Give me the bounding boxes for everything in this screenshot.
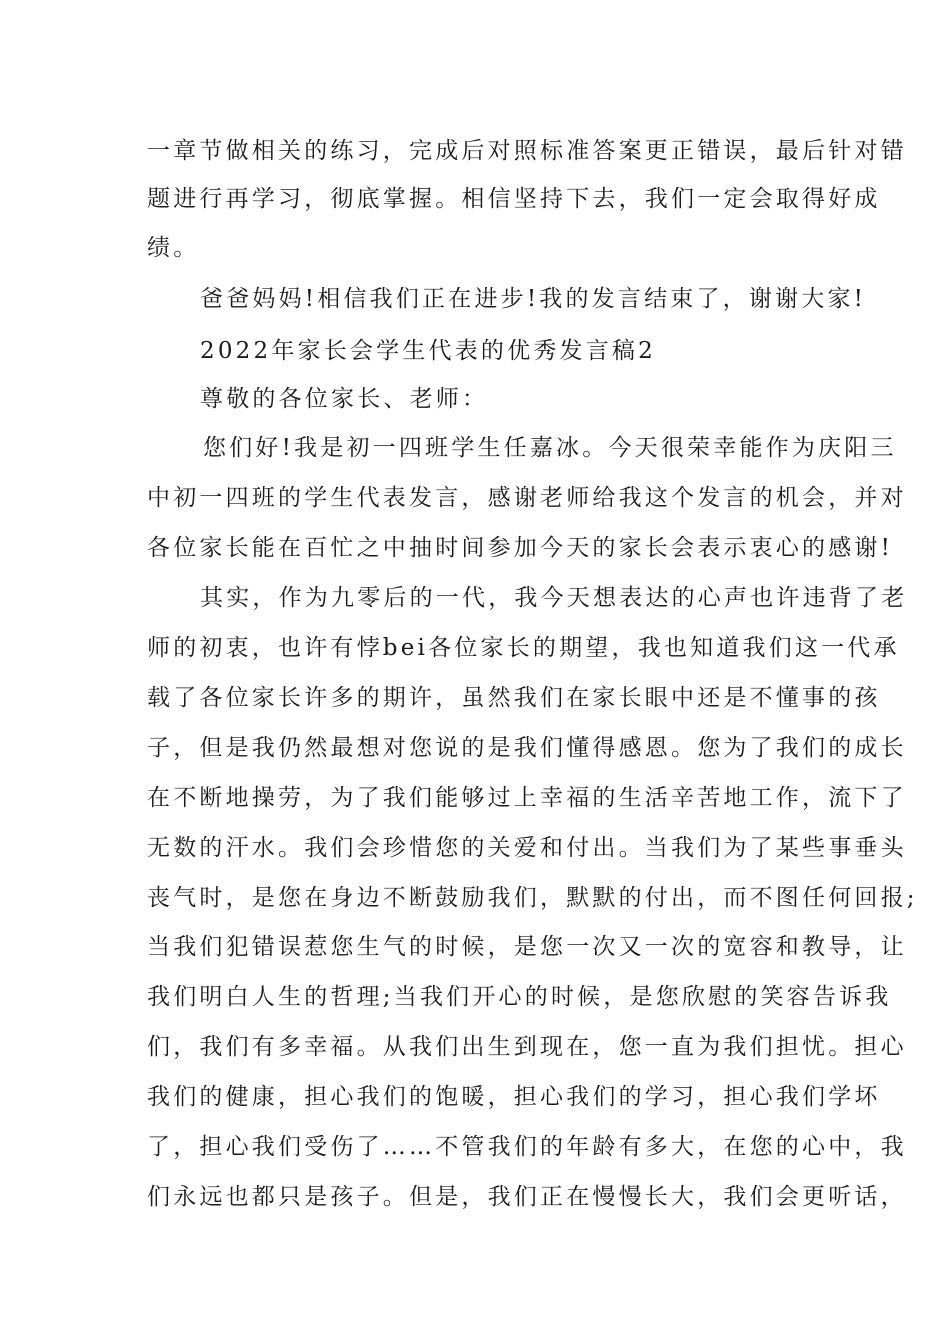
text-line: 各位家长能在百忙之中抽时间参加今天的家长会表示衷心的感谢!	[147, 535, 894, 561]
text-line: 2022年家长会学生代表的优秀发言稿2	[200, 338, 656, 364]
text-line: 您们好!我是初一四班学生任嘉冰。今天很荣幸能作为庆阳三	[203, 435, 897, 461]
text-line: 当我们犯错误惹您生气的时候，是您一次又一次的宽容和教导，让	[147, 934, 907, 960]
text-line: 绩。	[147, 235, 200, 261]
text-line: 我们的健康，担心我们的饱暖，担心我们的学习，担心我们学坏	[147, 1084, 881, 1110]
text-line: 我们明白人生的哲理;当我们开心的时候，是您欣慰的笑容告诉我	[147, 984, 892, 1010]
text-line: 题进行再学习，彻底掌握。相信坚持下去，我们一定会取得好成	[147, 186, 881, 212]
text-line: 们，我们有多幸福。从我们出生到现在，您一直为我们担忧。担心	[147, 1034, 907, 1060]
text-line: 在不断地操劳，为了我们能够过上幸福的生活辛苦地工作，流下了	[147, 785, 907, 811]
text-line: 丧气时，是您在身边不断鼓励我们，默默的付出，而不图任何回报;	[147, 885, 918, 911]
text-line: 中初一四班的学生代表发言，感谢老师给我这个发言的机会，并对	[147, 485, 907, 511]
text-line: 子，但是我仍然最想对您说的是我们懂得感恩。您为了我们的成长	[147, 735, 907, 761]
text-line: 尊敬的各位家长、老师：	[200, 386, 489, 412]
text-line: 其实，作为九零后的一代，我今天想表达的心声也许违背了老	[200, 585, 908, 611]
text-line: 无数的汗水。我们会珍惜您的关爱和付出。当我们为了某些事垂头	[147, 835, 907, 861]
text-line: 一章节做相关的练习，完成后对照标准答案更正错误，最后针对错	[147, 138, 907, 164]
text-line: 们永远也都只是孩子。但是，我们正在慢慢长大，我们会更听话，	[147, 1184, 907, 1210]
text-line: 了，担心我们受伤了……不管我们的年龄有多大，在您的心中，我	[147, 1134, 907, 1160]
text-line: 师的初衷，也许有悖bei各位家长的期望，我也知道我们这一代承	[147, 635, 900, 661]
text-line: 爸爸妈妈!相信我们正在进步!我的发言结束了，谢谢大家!	[200, 286, 867, 312]
text-line: 载了各位家长许多的期许，虽然我们在家长眼中还是不懂事的孩	[147, 685, 881, 711]
